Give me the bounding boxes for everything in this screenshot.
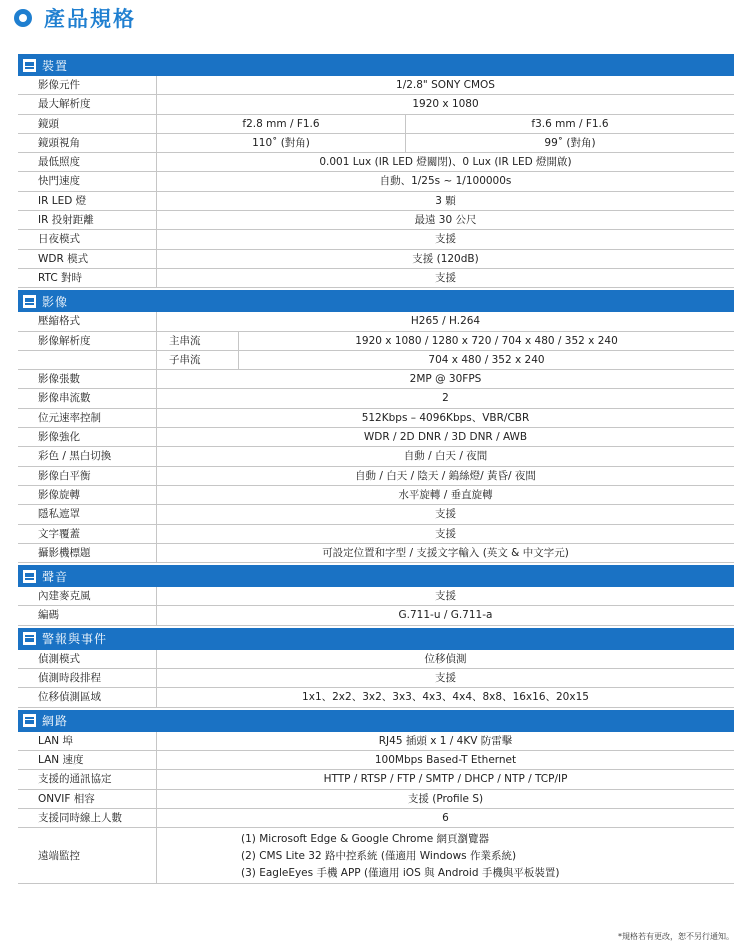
spec-row xyxy=(18,370,734,389)
spec-value: 3 顆 xyxy=(156,192,734,210)
spec-label: 快門速度 xyxy=(38,175,80,188)
spec-row xyxy=(18,409,734,428)
spec-row xyxy=(18,76,734,95)
spec-label: 最大解析度 xyxy=(38,98,91,111)
spec-label: 隱私遮罩 xyxy=(38,508,80,521)
spec-value: 支援 xyxy=(156,230,734,248)
list-icon xyxy=(23,632,36,645)
spec-value: 支援 xyxy=(156,505,734,523)
spec-label: 影像張數 xyxy=(38,373,80,386)
spec-label: IR LED 燈 xyxy=(38,194,87,207)
spec-value: 支援 (Profile S) xyxy=(156,790,734,808)
spec-value xyxy=(156,828,734,883)
section-title: 影像 xyxy=(42,294,69,309)
spec-row xyxy=(18,250,734,269)
spec-row xyxy=(18,134,734,153)
section-title: 網路 xyxy=(42,714,69,729)
spec-value: 704 x 480 / 352 x 240 xyxy=(238,351,734,369)
section-title: 警報與事件 xyxy=(42,632,108,647)
spec-value: 支援 (120dB) xyxy=(156,250,734,268)
spec-label: 支援同時線上人數 xyxy=(38,811,122,824)
spec-value: 自動 / 白天 / 夜間 xyxy=(156,447,734,465)
spec-value: 最遠 30 公尺 xyxy=(156,211,734,229)
spec-row xyxy=(18,587,734,606)
footnote: *規格若有更改，恕不另行通知。 xyxy=(618,932,734,941)
spec-row xyxy=(18,688,734,707)
spec-label: LAN 速度 xyxy=(38,753,84,766)
spec-row xyxy=(18,230,734,249)
spec-row xyxy=(18,351,734,370)
spec-value-line: (3) EagleEyes 手機 APP (僅適用 iOS 與 Android 手機與平板裝置) xyxy=(241,867,560,880)
spec-label: 影像元件 xyxy=(38,79,80,91)
spec-value: 自動、1/25s ~ 1/100000s xyxy=(156,172,734,190)
page-title: 產品規格 xyxy=(44,7,136,31)
spec-value: 512Kbps – 4096Kbps、VBR/CBR xyxy=(156,409,734,427)
spec-label: 內建麥克風 xyxy=(38,590,91,603)
spec-label: ONVIF 相容 xyxy=(38,792,95,805)
circle-bullet-icon xyxy=(14,9,32,27)
spec-label: LAN 埠 xyxy=(38,734,73,747)
spec-label: RTC 對時 xyxy=(38,271,82,284)
spec-value-line: (2) CMS Lite 32 路中控系統 (僅適用 Windows 作業系統) xyxy=(241,850,517,863)
spec-label: 支援的通訊協定 xyxy=(38,773,112,786)
spec-label: 偵測模式 xyxy=(38,652,80,665)
spec-value: 6 xyxy=(156,809,734,827)
spec-value: 1920 x 1080 / 1280 x 720 / 704 x 480 / 352 x 240 xyxy=(238,332,734,350)
list-icon xyxy=(23,295,36,308)
spec-label: 最低照度 xyxy=(38,156,80,169)
spec-row xyxy=(18,467,734,486)
spec-label: 壓縮格式 xyxy=(38,315,80,328)
spec-value: 110˚ (對角) xyxy=(156,134,405,152)
spec-label: 編碼 xyxy=(38,609,59,622)
spec-value: 100Mbps Based-T Ethernet xyxy=(156,751,734,769)
spec-row xyxy=(18,211,734,230)
section-header xyxy=(18,628,734,650)
spec-label: 位移偵測區域 xyxy=(38,691,101,704)
spec-label: 鏡頭 xyxy=(38,117,59,130)
spec-value: HTTP / RTSP / FTP / SMTP / DHCP / NTP / TCP/IP xyxy=(156,770,734,788)
spec-label: 影像強化 xyxy=(38,431,80,444)
spec-value: 支援 xyxy=(156,269,734,287)
spec-row xyxy=(18,332,734,351)
spec-row xyxy=(18,790,734,809)
spec-row xyxy=(18,95,734,114)
spec-row xyxy=(18,770,734,789)
spec-value: 支援 xyxy=(156,587,734,605)
spec-label: 位元速率控制 xyxy=(38,411,101,424)
spec-label xyxy=(18,351,156,369)
spec-row xyxy=(18,153,734,172)
section-header xyxy=(18,290,734,312)
spec-value: WDR / 2D DNR / 3D DNR / AWB xyxy=(156,428,734,446)
spec-label: 鏡頭視角 xyxy=(38,136,80,149)
spec-value: G.711-u / G.711-a xyxy=(156,606,734,624)
section-title: 裝置 xyxy=(42,58,69,73)
spec-label: 日夜模式 xyxy=(38,233,80,246)
spec-value: 1920 x 1080 xyxy=(156,95,734,113)
list-icon xyxy=(23,59,36,72)
spec-row xyxy=(18,650,734,669)
spec-row xyxy=(18,606,734,625)
spec-value: RJ45 插頭 x 1 / 4KV 防雷擊 xyxy=(156,732,734,750)
spec-row xyxy=(18,447,734,466)
spec-value: 可設定位置和字型 / 支援文字輸入 (英文 & 中文字元) xyxy=(156,544,734,562)
spec-row xyxy=(18,732,734,751)
spec-label: 彩色 / 黑白切換 xyxy=(38,450,112,463)
spec-label: 遠端監控 xyxy=(38,850,80,863)
spec-label: 影像解析度 xyxy=(38,334,91,347)
spec-row xyxy=(18,269,734,288)
spec-table xyxy=(18,52,734,884)
spec-value: 1x1、2x2、3x2、3x3、4x3、4x4、8x8、16x16、20x15 xyxy=(156,688,734,706)
list-icon xyxy=(23,714,36,727)
spec-row xyxy=(18,751,734,770)
section-header xyxy=(18,710,734,732)
spec-row xyxy=(18,115,734,134)
spec-row xyxy=(18,192,734,211)
page-header xyxy=(14,4,136,32)
list-icon xyxy=(23,570,36,583)
spec-row xyxy=(18,428,734,447)
spec-value: 2 xyxy=(156,389,734,407)
spec-row xyxy=(18,828,734,884)
spec-sublabel: 主串流 xyxy=(156,332,238,350)
spec-value: 支援 xyxy=(156,669,734,687)
spec-label: 文字覆蓋 xyxy=(38,527,80,540)
spec-sublabel: 子串流 xyxy=(156,351,238,369)
spec-label: 攝影機標題 xyxy=(38,546,91,559)
section-header xyxy=(18,54,734,76)
spec-value: 0.001 Lux (IR LED 燈關閉)、0 Lux (IR LED 燈開啟) xyxy=(156,153,734,171)
spec-value-line: (1) Microsoft Edge & Google Chrome 網頁瀏覽器 xyxy=(241,833,490,846)
spec-row xyxy=(18,389,734,408)
spec-value: f3.6 mm / F1.6 xyxy=(405,115,734,133)
spec-row xyxy=(18,669,734,688)
spec-value: 支援 xyxy=(156,525,734,543)
spec-label: 偵測時段排程 xyxy=(38,672,101,685)
spec-row xyxy=(18,505,734,524)
spec-label: IR 投射距離 xyxy=(38,214,94,227)
spec-value: 99˚ (對角) xyxy=(405,134,734,152)
section-header xyxy=(18,565,734,587)
spec-row xyxy=(18,525,734,544)
spec-value: f2.8 mm / F1.6 xyxy=(156,115,405,133)
spec-label: 影像旋轉 xyxy=(38,488,80,501)
spec-value: 位移偵測 xyxy=(156,650,734,668)
spec-row xyxy=(18,172,734,191)
spec-value: 1/2.8" SONY CMOS xyxy=(156,76,734,94)
spec-value: H265 / H.264 xyxy=(156,312,734,330)
spec-label: WDR 模式 xyxy=(38,252,89,265)
spec-row xyxy=(18,486,734,505)
spec-label: 影像白平衡 xyxy=(38,469,91,482)
spec-value: 2MP @ 30FPS xyxy=(156,370,734,388)
spec-row xyxy=(18,809,734,828)
spec-value: 水平旋轉 / 垂直旋轉 xyxy=(156,486,734,504)
spec-row xyxy=(18,312,734,331)
spec-label: 影像串流數 xyxy=(38,392,91,405)
spec-row xyxy=(18,544,734,563)
spec-value: 自動 / 白天 / 陰天 / 鎢絲燈/ 黃昏/ 夜間 xyxy=(156,467,734,485)
section-title: 聲音 xyxy=(42,569,69,584)
